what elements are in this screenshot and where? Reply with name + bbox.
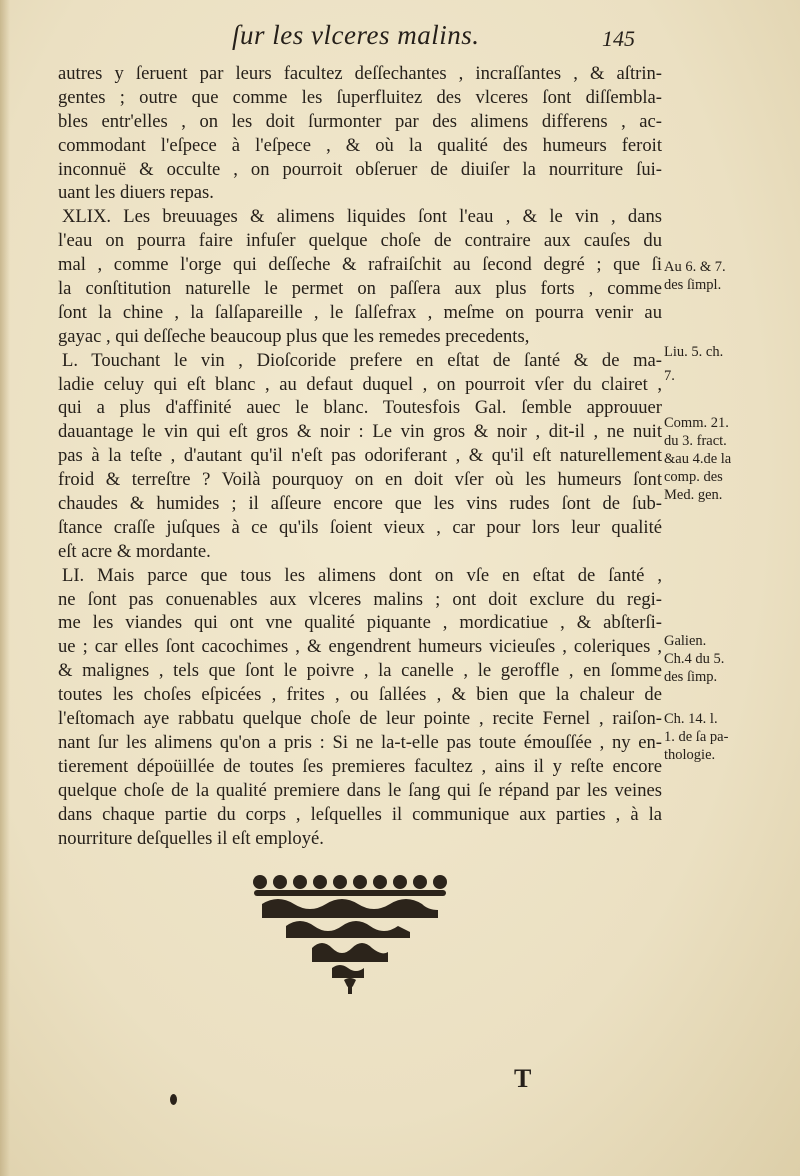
ornament-row-3 [286, 921, 410, 938]
text-line: toutes les choſes eſpicées , frites , ou ſallées , & bien que la chaleur de [58, 684, 662, 706]
ornament-row-2 [262, 899, 438, 918]
margin-note: Galien. [664, 633, 707, 649]
text-line: nant ſur les alimens qu'on a pris : Si ne la-t-elle pas toute émouſſée , ny en- [58, 731, 662, 753]
text-line: gayac , qui deſſeche beaucoup plus que les remedes precedents, [58, 325, 530, 347]
text-line: l'eſtomach aye rabbatu quelque choſe de leur pointe , recite Fernel , raiſon- [58, 708, 662, 730]
ornament-row-4 [312, 943, 388, 962]
text-line: chaudes & humides ; il aſſeure encore que les vins rudes ſont de ſub- [58, 493, 662, 515]
margin-note: Ch.4 du 5. [664, 651, 725, 667]
ink-spot [170, 1094, 177, 1105]
ornament-row-5 [332, 965, 364, 978]
text-line: XLIX. Les breuuages & alimens liquides ſont l'eau , & le vin , dans [62, 206, 662, 228]
margin-note: Ch. 14. l. [664, 711, 718, 727]
body-text [58, 62, 662, 850]
running-title: ſur les vlceres malins. [232, 20, 480, 50]
margin-note: Med. gen. [664, 487, 723, 503]
margin-note: des ſimp. [664, 669, 718, 685]
text-line: ue ; car elles ſont cacochimes , & engendrent humeurs vicieuſes , coleriques , [58, 636, 662, 658]
text-line: qui a plus d'affinité auec le blanc. Toutesfois Gal. ſemble approuuer [58, 397, 662, 419]
text-line: autres y ſeruent par leurs facultez deſſechantes , incraſſantes , & aſtrin- [58, 63, 662, 84]
margin-note: Au 6. & 7. [664, 259, 726, 275]
text-line: me les viandes qui ont vne qualité piquante , mordicatiue , & abſterſi- [58, 612, 662, 634]
page-number: 145 [602, 26, 635, 51]
margin-note: 1. de ſa pa- [664, 729, 729, 745]
text-line: gentes ; outre que comme les ſuperfluitez des vlceres ſont diſſembla- [58, 86, 662, 108]
margin-note: Comm. 21. [664, 415, 729, 431]
text-line: ladie celuy qui eſt blanc , au defaut duquel , on pourroit vſer du clairet , [58, 373, 662, 395]
tailpiece-ornament [240, 868, 460, 998]
text-line: eſt acre & mordante. [58, 540, 211, 562]
text-line: dauantage le vin qui eſt gros & noir : Le vin gros & noir , dit-il , ne nuit [58, 421, 662, 443]
margin-note: des ſimpl. [664, 277, 722, 293]
text-line: ſont la chine , la ſalſapareille , le ſalſefrax , meſme on pourra venir au [58, 301, 662, 323]
margin-note: 7. [664, 368, 675, 384]
text-line: & malignes , tels que ſont le poivre , la canelle , le geroffle , en ſomme [58, 660, 662, 682]
text-line: l'eau on pourra faire infuſer quelque choſe de contraire aux cauſes du [58, 230, 662, 252]
ornament-row-1 [253, 875, 447, 896]
text-line: froid & terreſtre ? Voilà pourquoy on en doit vſer où les humeurs ſont [58, 469, 662, 491]
margin-note: thologie. [664, 747, 716, 763]
margin-note: &au 4.de la [664, 451, 732, 467]
text-line: commodant l'eſpece à l'eſpece , & où la qualité des humeurs feroit [58, 134, 662, 156]
margin-note: Liu. 5. ch. [664, 344, 724, 360]
page-header [0, 18, 800, 58]
text-line: mal , comme l'orge qui deſſeche & rafraiſchit au ſecond degré ; que ſi [58, 254, 662, 276]
text-line: bles entr'elles , on les doit ſurmonter par des alimens differens , ac- [58, 110, 662, 132]
page-edge-shadow [0, 0, 10, 1176]
signature-mark: T [514, 1064, 532, 1093]
text-line: ſtance craſſe juſques à ce qu'ils ſoient vieux , car pour lors leur qualité [58, 516, 662, 538]
text-line: LI. Mais parce que tous les alimens dont on vſe en eſtat de ſanté , [62, 564, 662, 586]
margin-note: comp. des [664, 469, 723, 485]
ornament-finial [344, 978, 356, 994]
text-line: la conſtitution naturelle le permet on paſſera aux plus forts , comme [58, 278, 662, 300]
text-line: pas à la teſte , d'autant qu'il n'eſt pas odoriferant , & qu'il eſt naturellement [58, 445, 662, 467]
text-line: tierement dépoüillée de toutes ſes premieres facultez , ains il y reſte encore [58, 755, 662, 777]
margin-note: du 3. fract. [664, 433, 727, 449]
text-line: uant les diuers repas. [58, 182, 214, 204]
text-line: L. Touchant le vin , Dioſcoride prefere en eſtat de ſanté & de ma- [62, 349, 662, 371]
text-line: inconnuë & occulte , on pourroit obſeruer de diuiſer la nourriture ſui- [58, 158, 662, 180]
text-line: ne ſont pas conuenables aux vlceres malins ; ont doit exclure du regi- [58, 588, 662, 610]
text-line: dans chaque partie du corps , leſquelles il communique aux parties , à la [58, 803, 662, 825]
text-line: nourriture deſquelles il eſt employé. [58, 827, 324, 849]
text-line: quelque choſe de la qualité premiere dans le ſang qui ſe répand par les veines [58, 779, 662, 801]
